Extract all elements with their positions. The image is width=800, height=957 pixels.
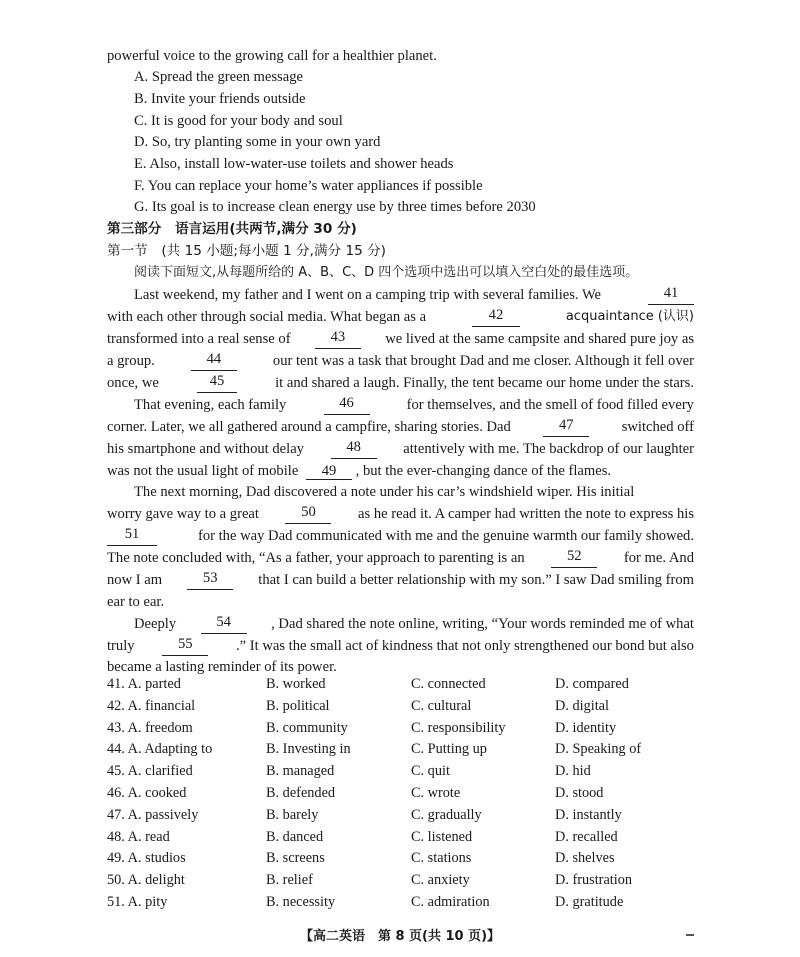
choice-option: C. gradually <box>411 806 482 823</box>
choice-option: D. hid <box>555 763 591 780</box>
choice-option: C. admiration <box>411 893 490 910</box>
choice-option: 51. A. pity <box>107 893 168 910</box>
question-row <box>107 676 695 698</box>
choice-option: D. identity <box>555 719 617 736</box>
choice-option: D. instantly <box>555 806 622 823</box>
blank-51: 51 <box>107 526 157 546</box>
question-row <box>107 785 695 807</box>
passage-line: truly 55 .” It was the small act of kindness that not only strengthened our bond but also <box>107 636 694 654</box>
passage-line: 51 for the way Dad communicated with me and the genuine warmth our family showed. <box>107 526 694 546</box>
choice-option: C. connected <box>411 676 486 692</box>
question-row <box>107 698 695 720</box>
passage-line: now I am 53 that I can build a better relationship with my son.” I saw Dad smiling from <box>107 570 694 588</box>
choice-option: 48. A. read <box>107 828 170 845</box>
choice-option: B. defended <box>266 784 336 801</box>
blank-55: 55 <box>162 636 208 656</box>
passage-line: Deeply 54 , Dad shared the note online, writing, “Your words reminded me of what <box>134 614 694 632</box>
blank-44: 44 <box>191 351 237 371</box>
blank-50: 50 <box>285 504 331 524</box>
continued-line: powerful voice to the growing call for a healthier planet. <box>107 48 437 64</box>
passage-line: That evening, each family 46 for themselves, and the smell of food filled every <box>134 395 694 413</box>
passage-line: The next morning, Dad discovered a note under his car’s windshield wiper. His initial <box>134 484 635 500</box>
choice-option: D. frustration <box>555 872 633 889</box>
part-heading: 第三部分 语言运用(共两节,满分 30 分) <box>107 221 357 237</box>
choice-option: B. screens <box>266 850 325 867</box>
question-row <box>107 894 695 916</box>
passage-line: once, we 45 it and shared a laugh. Finally, the tent became our home under the stars. <box>107 373 694 391</box>
choice-option: C. listened <box>411 828 473 845</box>
blank-52: 52 <box>551 548 597 568</box>
choice-option: 50. A. delight <box>107 872 185 889</box>
choice-option: D. digital <box>555 697 610 714</box>
question-row <box>107 741 695 763</box>
choice-option: D. Speaking of <box>555 741 642 758</box>
choice-option: 49. A. studios <box>107 850 186 867</box>
passage-line: became a lasting reminder of its power. <box>107 659 337 675</box>
option-e: E. Also, install low-water-use toilets and shower heads <box>134 156 454 172</box>
choice-option: B. danced <box>266 828 324 845</box>
question-row <box>107 763 695 785</box>
choice-option: B. worked <box>266 676 326 692</box>
question-row <box>107 872 695 894</box>
choice-option: B. community <box>266 719 348 736</box>
option-a: A. Spread the green message <box>134 69 303 85</box>
passage-line: his smartphone and without delay 48 attentively with me. The backdrop of our laughter <box>107 439 694 457</box>
choice-option: B. managed <box>266 763 335 780</box>
choice-option: D. recalled <box>555 828 618 845</box>
choice-option: B. necessity <box>266 893 336 910</box>
blank-45: 45 <box>197 373 237 393</box>
page-footer: 【高二英语 第 8 页(共 10 页)】 <box>299 929 501 944</box>
question-row <box>107 850 695 872</box>
blank-47: 47 <box>543 417 589 437</box>
choice-option: C. wrote <box>411 784 461 801</box>
choice-option: D. shelves <box>555 850 615 867</box>
choice-option: B. Investing in <box>266 741 351 758</box>
blank-53: 53 <box>187 570 233 590</box>
blank-48: 48 <box>331 439 377 459</box>
blank-42: 42 <box>472 307 520 327</box>
option-c: C. It is good for your body and soul <box>134 113 343 129</box>
choice-option: 41. A. parted <box>107 676 181 692</box>
question-row <box>107 720 695 742</box>
choice-option: C. cultural <box>411 697 472 714</box>
choice-option: B. political <box>266 697 330 714</box>
passage-line: a group. 44 our tent was a task that brought Dad and me closer. Although it fell over <box>107 351 694 369</box>
choice-option: C. quit <box>411 763 450 780</box>
option-b: B. Invite your friends outside <box>134 91 306 107</box>
question-row <box>107 807 695 829</box>
question-row <box>107 829 695 851</box>
choice-option: D. compared <box>555 676 629 692</box>
passage-line: transformed into a real sense of 43 we lived at the same campsite and shared pure joy as <box>107 329 694 347</box>
passage-line: was not the usual light of mobile 49 , but the ever-changing dance of the flames. <box>107 463 612 479</box>
choice-option: D. stood <box>555 784 604 801</box>
blank-54: 54 <box>201 614 247 634</box>
passage-line: The note concluded with, “As a father, your approach to parenting is an 52 for me. And <box>107 548 694 566</box>
choice-option: B. barely <box>266 806 319 823</box>
passage-line: Last weekend, my father and I went on a camping trip with several families. We 41 <box>134 285 694 305</box>
choice-option: D. gratitude <box>555 893 624 910</box>
option-d: D. So, try planting some in your own yard <box>134 134 381 150</box>
choice-option: 44. A. Adapting to <box>107 741 213 758</box>
choice-option: 43. A. freedom <box>107 719 193 736</box>
passage-line: with each other through social media. What began as a 42 acquaintance (认识) <box>107 307 694 325</box>
choice-option: 42. A. financial <box>107 697 196 714</box>
passage-line: corner. Later, we all gathered around a campfire, sharing stories. Dad 47 switched off <box>107 417 694 435</box>
blank-46: 46 <box>324 395 370 415</box>
choice-option: C. anxiety <box>411 872 470 889</box>
passage-line: worry gave way to a great 50 as he read it. A camper had written the note to express his <box>107 504 694 522</box>
choice-option: C. stations <box>411 850 472 867</box>
choice-option: C. Putting up <box>411 741 487 758</box>
choice-option: 47. A. passively <box>107 806 199 823</box>
section-heading: 第一节 (共 15 小题;每小题 1 分,满分 15 分) <box>107 243 386 259</box>
blank-41: 41 <box>648 285 694 305</box>
choice-option: 46. A. cooked <box>107 784 187 801</box>
blank-49: 49 <box>306 463 352 480</box>
option-f: F. You can replace your home’s water appliances if possible <box>134 178 483 194</box>
choice-option: 45. A. clarified <box>107 763 193 780</box>
corner-mark <box>686 934 694 936</box>
answer-choices-table <box>107 676 695 916</box>
choice-option: B. relief <box>266 872 313 889</box>
choice-option: C. responsibility <box>411 719 506 736</box>
option-g: G. Its goal is to increase clean energy use by three times before 2030 <box>134 199 536 215</box>
blank-43: 43 <box>315 329 361 349</box>
passage-line: ear to ear. <box>107 594 165 610</box>
instruction: 阅读下面短文,从每题所给的 A、B、C、D 四个选项中选出可以填入空白处的最佳选项。 <box>134 265 639 280</box>
